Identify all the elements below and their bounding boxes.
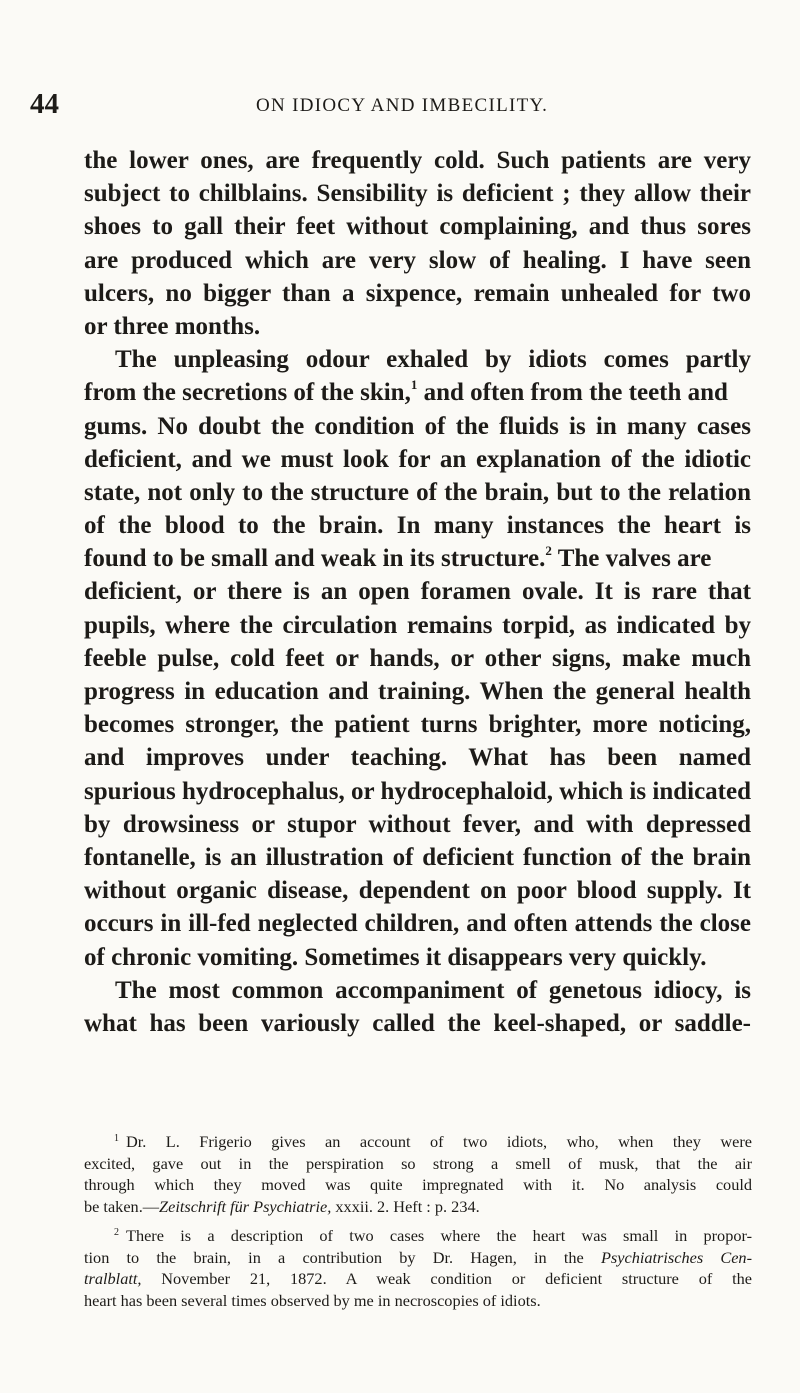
footnote-mark: 1 [114, 1133, 119, 1144]
text-line: or three months. [84, 312, 261, 340]
footnote-line [84, 1196, 752, 1218]
text-line: fontanelle, is an illustration of deficient function of the brain [84, 843, 751, 871]
text-line: subject to chilblains. Sensibility is deficient ; they allow their [84, 180, 751, 208]
footnote-line: excited, gave out in the perspiration so strong a smell of musk, that the air [84, 1153, 752, 1173]
footnote-text: tion to the brain, in a contribution by Dr. Hagen, in the [84, 1247, 601, 1267]
running-title: ON IDIOCY AND IMBECILITY. [256, 95, 549, 116]
journal-title: tralblatt, [84, 1269, 142, 1288]
text-line: of the blood to the brain. In many instances the heart is [84, 512, 751, 540]
page-header [30, 88, 760, 128]
text-line [84, 376, 751, 409]
footnote-text: There is a description of two cases where the heart was small in propor- [126, 1226, 752, 1245]
text-line: occurs in ill-fed neglected children, and often attends the close [84, 910, 751, 938]
footnote-gap [84, 1217, 752, 1225]
journal-title: Zeitschrift für Psychiatrie, [159, 1196, 332, 1216]
text-line: by drowsiness or stupor without fever, and with depressed [84, 810, 751, 838]
footnote-ref-2: 2 [545, 542, 552, 558]
text-line: without organic disease, dependent on poor blood supply. It [84, 877, 751, 905]
text-line: ulcers, no bigger than a sixpence, remain unhealed for two [84, 279, 751, 307]
text-line [84, 542, 751, 575]
text-line: The most common accompaniment of genetous idiocy, is [115, 976, 751, 1004]
text-line: deficient, and we must look for an explanation of the idiotic [84, 445, 751, 473]
footnote-line [84, 1268, 752, 1290]
text-line: pupils, where the circulation remains torpid, as indicated by [84, 611, 751, 639]
footnote-line: heart has been several times observed by me in necroscopies of idiots. [84, 1290, 541, 1310]
text-line: what has been variously called the keel-shaped, or saddle- [84, 1009, 751, 1037]
footnote-text: be taken.— [84, 1196, 160, 1216]
text-line: and improves under teaching. What has been named [84, 744, 751, 772]
text-line: The unpleasing odour exhaled by idiots comes partly [115, 346, 751, 374]
footnote-line: through which they moved was quite impregnated with it. No analysis could [84, 1175, 752, 1194]
footnotes [84, 1131, 752, 1311]
text-line: of chronic vomiting. Sometimes it disappears very quickly. [84, 943, 707, 971]
text-fragment: found to be small and weak in its structure. [84, 545, 546, 573]
footnote-1 [84, 1131, 752, 1153]
footnote-line [84, 1247, 752, 1269]
text-line: are produced which are very slow of healing. I have seen [84, 246, 751, 274]
text-line: progress in education and training. When the general health [84, 678, 751, 705]
footnote-2 [84, 1225, 752, 1247]
text-line: the lower ones, are frequently cold. Such patients are very [84, 147, 751, 174]
text-line: gums. No doubt the condition of the fluids is in many cases [84, 412, 751, 440]
text-line: deficient, or there is an open foramen ovale. It is rare that [84, 578, 751, 606]
text-fragment: The valves are [551, 545, 712, 573]
text-fragment: from the secretions of the skin, [84, 379, 411, 407]
journal-title: Psychiatrisches Cen- [600, 1247, 752, 1267]
text-line: shoes to gall their feet without complaining, and thus sores [84, 213, 751, 241]
text-line: state, not only to the structure of the brain, but to the relation [84, 478, 751, 506]
page-number: 44 [30, 88, 59, 120]
text-fragment: and often from the teeth and [417, 379, 728, 407]
text-line: becomes stronger, the patient turns brighter, more noticing, [84, 711, 751, 739]
footnote-ref-1: 1 [410, 376, 418, 392]
footnote-text: xxxii. 2. Heft : p. 234. [331, 1196, 480, 1216]
text-line: feeble pulse, cold feet or hands, or other signs, make much [84, 644, 751, 672]
main-text [84, 144, 751, 1040]
footnote-text: November 21, 1872. A weak condition or deficient structure of the [141, 1269, 752, 1288]
footnote-mark: 2 [114, 1227, 119, 1238]
footnote-text: Dr. L. Frigerio gives an account of two idiots, who, when they were [126, 1132, 752, 1151]
text-line: spurious hydrocephalus, or hydrocephaloid, which is indicated [84, 777, 751, 805]
